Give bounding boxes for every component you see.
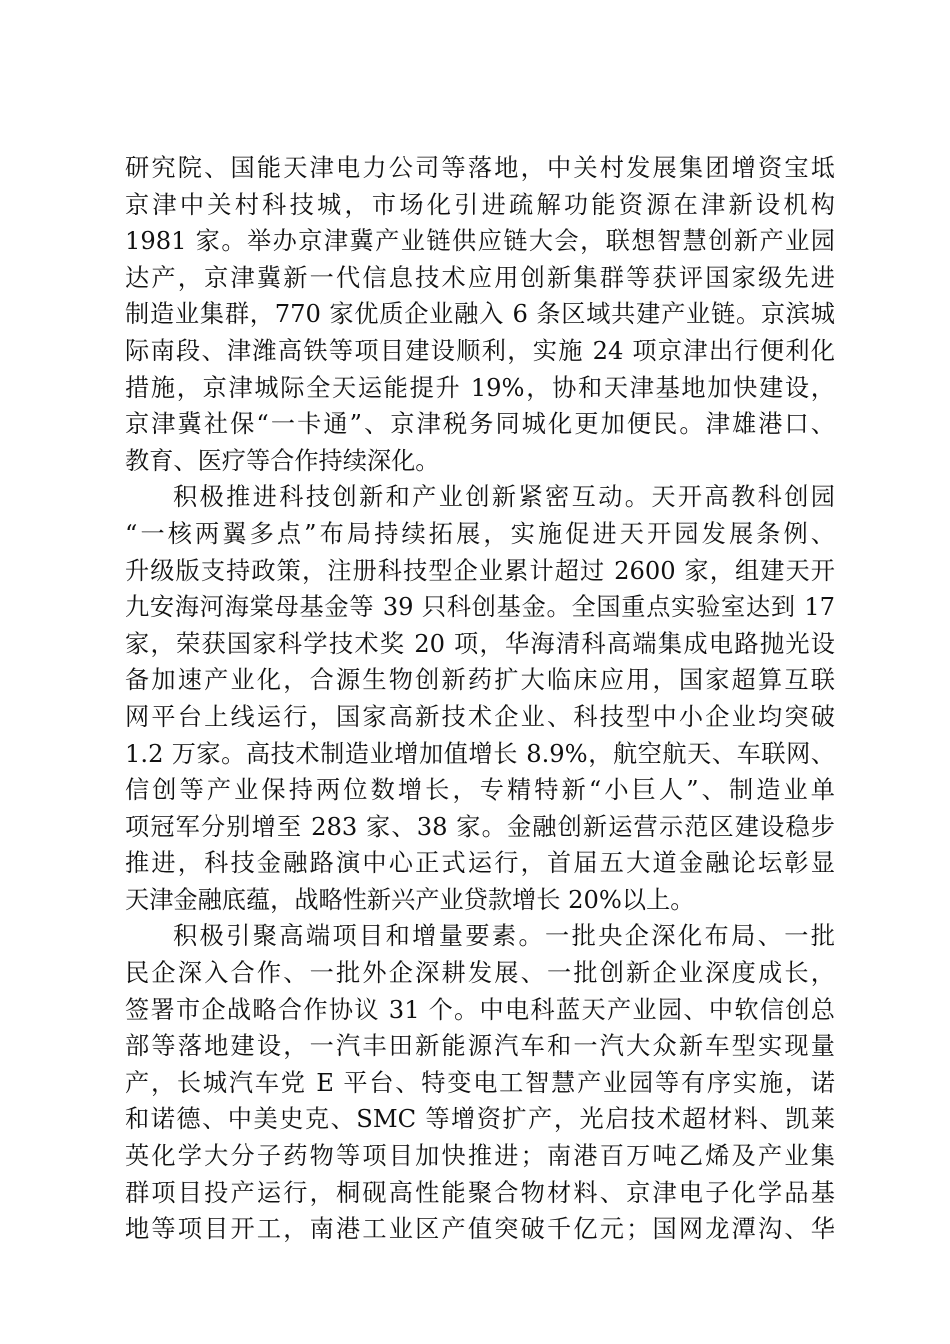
- text-line: 民企深入合作、一批外企深耕发展、一批创新企业深度成长，: [125, 959, 835, 988]
- text-line: 达产，京津冀新一代信息技术应用创新集群等获评国家级先进: [125, 263, 835, 292]
- text-line: 推进，科技金融路演中心正式运行，首届五大道金融论坛彰显: [125, 849, 835, 878]
- text-line: 签署市企战略合作协议 31 个。中电科蓝天产业园、中软信创总: [125, 995, 835, 1024]
- paragraph-1: [125, 150, 835, 479]
- text-line: 措施，京津城际全天运能提升 19%，协和天津基地加快建设，: [125, 373, 835, 402]
- body-text: [125, 150, 835, 1248]
- text-line: 网平台上线运行，国家高新技术企业、科技型中小企业均突破: [125, 702, 835, 731]
- text-line: 项冠军分别增至 283 家、38 家。金融创新运营示范区建设稳步: [125, 812, 835, 841]
- text-line: 教育、医疗等合作持续深化。: [125, 446, 440, 475]
- text-line: 际南段、津潍高铁等项目建设顺利，实施 24 项京津出行便利化: [125, 336, 835, 365]
- text-line: 天津金融底蕴，战略性新兴产业贷款增长 20%以上。: [125, 885, 695, 914]
- text-line: 京津冀社保“一卡通”、京津税务同城化更加便民。津雄港口、: [125, 410, 835, 439]
- text-line: 制造业集群，770 家优质企业融入 6 条区域共建产业链。京滨城: [125, 300, 835, 329]
- text-line: 积极引聚高端项目和增量要素。一批央企深化布局、一批: [173, 922, 835, 951]
- text-line: 家，荣获国家科学技术奖 20 项，华海清科高端集成电路抛光设: [125, 629, 835, 658]
- paragraph-3: [125, 918, 835, 1247]
- text-line: 备加速产业化，合源生物创新药扩大临床应用，国家超算互联: [125, 666, 835, 695]
- text-line: 群项目投产运行，桐砚高性能聚合物材料、京津电子化学品基: [125, 1178, 835, 1207]
- text-line: 和诺德、中美史克、SMC 等增资扩产，光启技术超材料、凯莱: [125, 1105, 835, 1134]
- text-line: 九安海河海棠母基金等 39 只科创基金。全国重点实验室达到 17: [125, 593, 835, 622]
- text-line: 部等落地建设，一汽丰田新能源汽车和一汽大众新车型实现量: [125, 1032, 835, 1061]
- text-line: 研究院、国能天津电力公司等落地，中关村发展集团增资宝坻: [125, 154, 835, 182]
- text-line: 升级版支持政策，注册科技型企业累计超过 2600 家，组建天开: [125, 556, 835, 585]
- text-line: 英化学大分子药物等项目加快推进；南港百万吨乙烯及产业集: [125, 1142, 835, 1171]
- text-line: 信创等产业保持两位数增长，专精特新“小巨人”、制造业单: [125, 776, 835, 805]
- text-line: 1981 家。举办京津冀产业链供应链大会，联想智慧创新产业园: [125, 227, 835, 256]
- text-line: 地等项目开工，南港工业区产值突破千亿元；国网龙潭沟、华: [125, 1215, 835, 1244]
- text-line: “一核两翼多点”布局持续拓展，实施促进天开园发展条例、: [125, 519, 835, 548]
- text-line: 1.2 万家。高技术制造业增加值增长 8.9%，航空航天、车联网、: [125, 739, 835, 768]
- text-line: 积极推进科技创新和产业创新紧密互动。天开高教科创园: [173, 483, 835, 512]
- text-line: 产，长城汽车党 E 平台、特变电工智慧产业园等有序实施，诺: [125, 1068, 835, 1097]
- text-line: 京津中关村科技城，市场化引进疏解功能资源在津新设机构: [125, 190, 835, 219]
- paragraph-2: [125, 479, 835, 918]
